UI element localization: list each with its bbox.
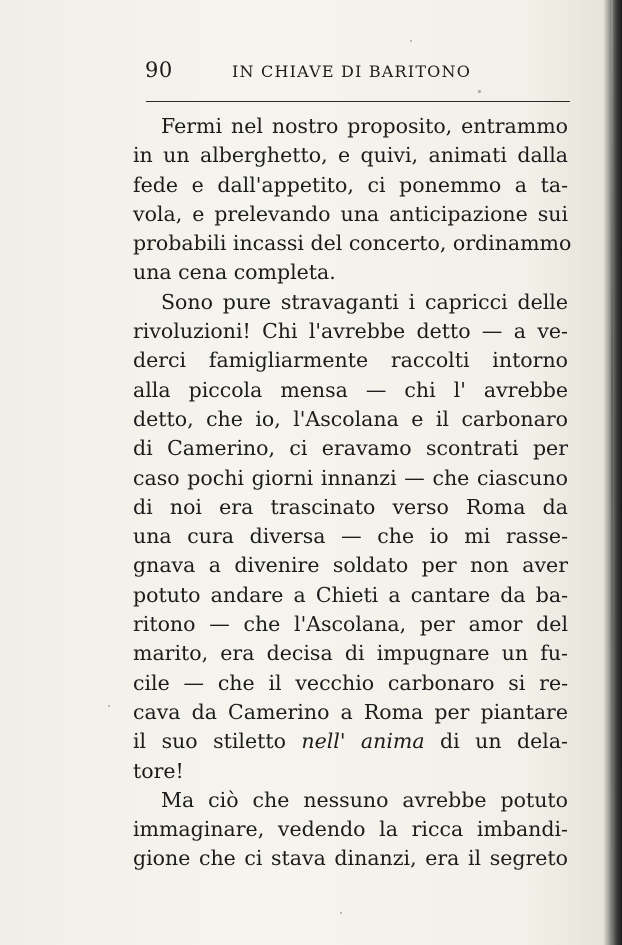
- body-text: [133, 112, 572, 874]
- page-edge-shadow: [611, 0, 613, 945]
- text-line: Fermi nel nostro proposito, entrammo: [161, 114, 568, 138]
- text-segment: il suo stiletto: [133, 729, 302, 754]
- text-line: cava da Camerino a Roma per piantare: [133, 699, 568, 724]
- text-line: una cura diversa — che io mi rasse-: [133, 524, 568, 549]
- text-line: probabili incassi del concerto, ordinammo: [133, 231, 572, 256]
- running-title: IN CHIAVE DI BARITONO: [232, 62, 472, 81]
- paper-speck: [108, 705, 110, 707]
- text-line: Sono pure stravaganti i capricci delle: [161, 289, 568, 314]
- header-rule: [146, 101, 570, 102]
- paper-speck: [410, 40, 412, 42]
- text-line: alla piccola mensa — chi l' avrebbe: [133, 377, 568, 402]
- text-line: gione che ci stava dinanzi, era il segreto: [133, 846, 568, 871]
- text-line: potuto andare a Chieti a cantare da ba-: [133, 582, 568, 607]
- text-line: di Camerino, ci eravamo scontrati per: [133, 436, 568, 461]
- text-line: immaginare, vedendo la ricca imbandi-: [133, 817, 568, 842]
- text-line: una cena completa.: [133, 260, 336, 285]
- text-line: cile — che il vecchio carbonaro si re-: [133, 670, 568, 695]
- text-line: detto, che io, l'Ascolana e il carbonaro: [133, 406, 568, 431]
- text-line: caso pochi giorni innanzi — che ciascuno: [133, 465, 568, 490]
- text-line: in un alberghetto, e quivi, animati dalla: [133, 143, 568, 168]
- page-header: [145, 58, 575, 88]
- text-line: rivoluzioni! Chi l'avrebbe detto — a ve-: [133, 319, 568, 344]
- text-line: marito, era decisa di impugnare un fu-: [133, 641, 568, 666]
- paper-speck: [340, 912, 342, 914]
- text-line: vola, e prelevando una anticipazione sui: [133, 201, 568, 226]
- paper-speck: [478, 90, 481, 93]
- page-number: 90: [145, 58, 173, 82]
- text-line: gnava a divenire soldato per non aver: [133, 553, 568, 578]
- text-line: fede e dall'appetito, ci ponemmo a ta-: [133, 172, 568, 197]
- text-line: di noi era trascinato verso Roma da: [133, 494, 568, 519]
- text-line-with-italic: [133, 727, 568, 756]
- text-line: tore!: [133, 758, 184, 783]
- text-segment: di un dela-: [424, 729, 568, 754]
- text-line: Ma ciò che nessuno avrebbe potuto: [161, 787, 568, 812]
- text-line: ritono — che l'Ascolana, per amor del: [133, 612, 568, 637]
- text-line: derci famigliarmente raccolti intorno: [133, 348, 568, 373]
- italic-phrase: nell' anima: [301, 729, 425, 754]
